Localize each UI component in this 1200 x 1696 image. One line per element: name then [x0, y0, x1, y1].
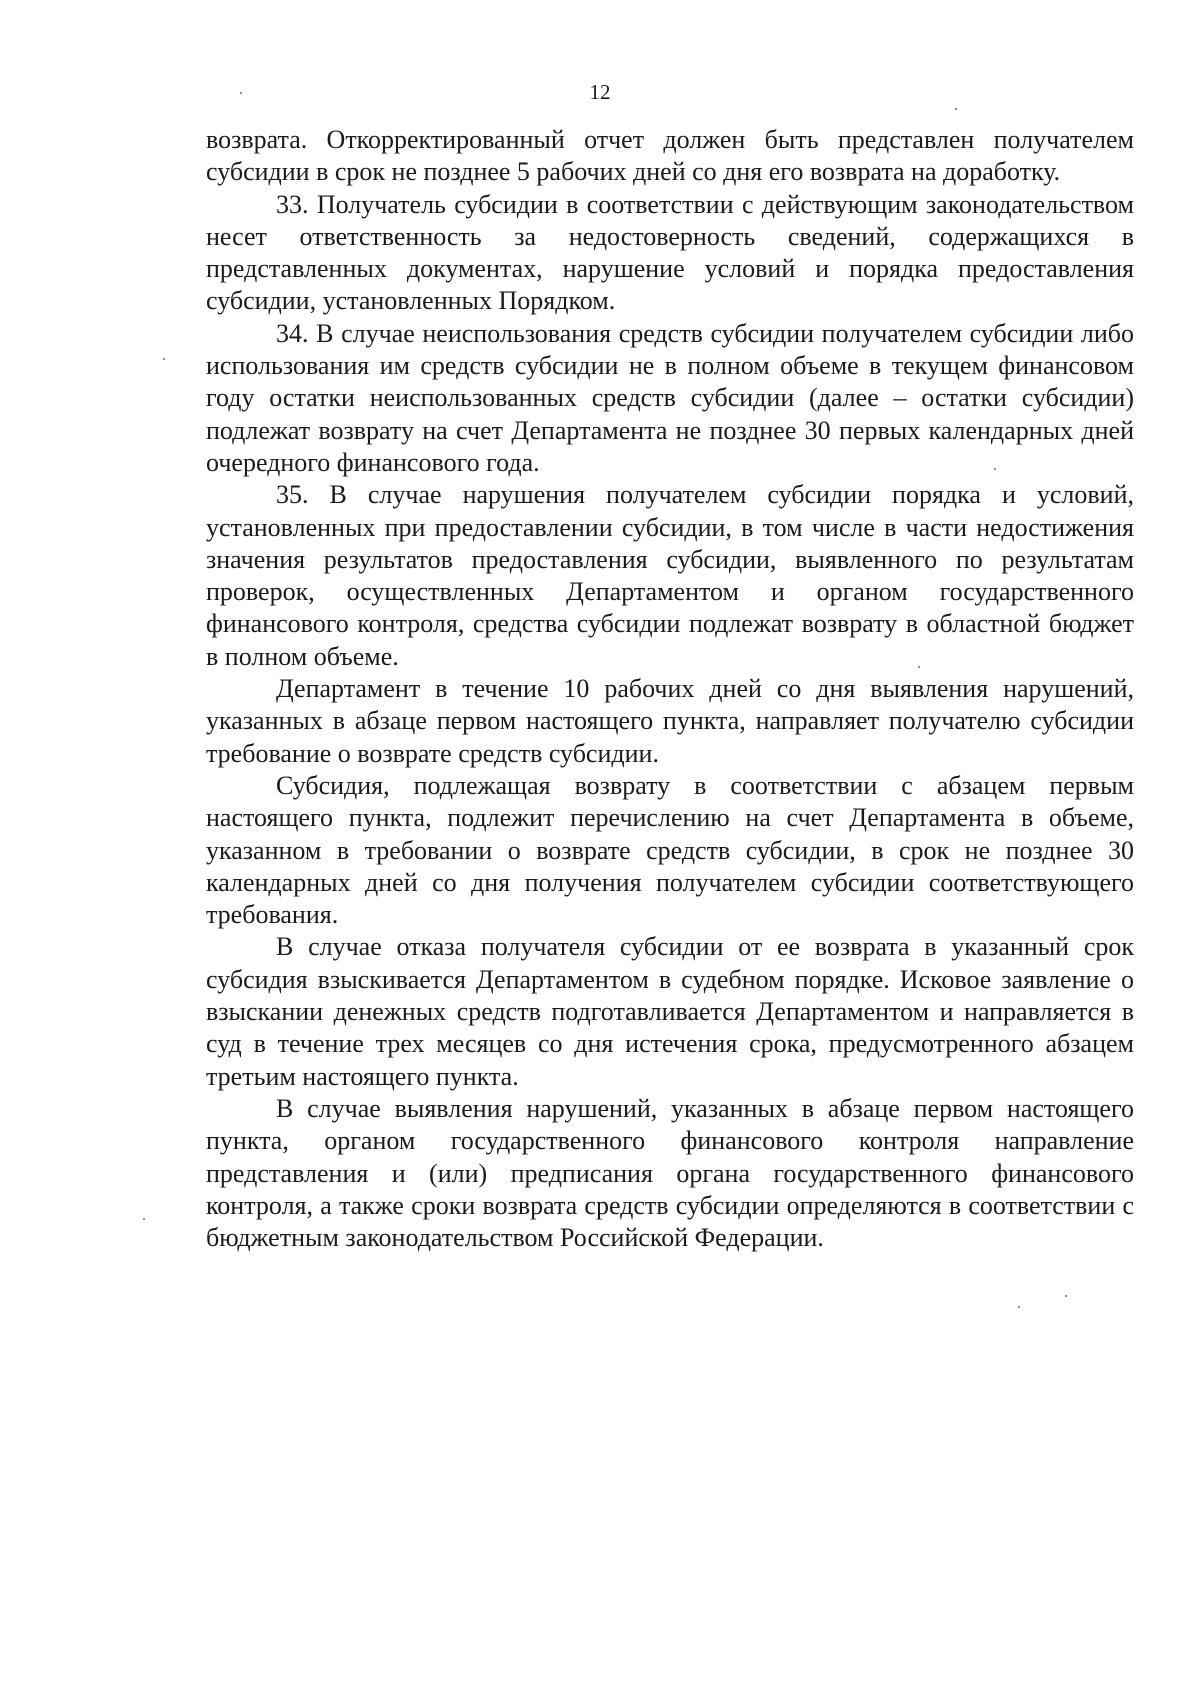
paragraph-item-35-part-5: В случае выявления нарушений, указанных в абзаце первом настоящего пункта, органом государственного финансового контроля направление представления и (или) предписания органа государственного финансового контроля, а также сроки возврата средств субсидии определяются в соответствии с бюджетным законодательством Российской Федерации. [206, 1093, 1134, 1253]
page-number: 12 [589, 80, 611, 104]
scan-speck [955, 108, 957, 110]
scan-speck [143, 1218, 145, 1220]
paragraph-item-35: 35. В случае нарушения получателем субсидии порядка и условий, установленных при предоставлении субсидии, в том числе в части недостижения значения результатов предоставления субсидии, выявленного по результатам проверок, осуществленных Департаментом и органом государственного финансового контроля, средства субсидии подлежат возврату в областной бюджет в полном объеме. [206, 480, 1134, 671]
scan-speck [1065, 1295, 1067, 1297]
paragraph-item-33: 33. Получатель субсидии в соответствии с действующим законодательством несет ответственность за недостоверность сведений, содержащихся в представленных документах, нарушение условий и порядка предоставления субсидии, установленных Порядком. [206, 189, 1134, 316]
scan-speck [163, 358, 165, 360]
document-body [206, 124, 1134, 1254]
paragraph-item-34: 34. В случае неиспользования средств субсидии получателем субсидии либо использования им средств субсидии не в полном объеме в текущем финансовом году остатки неиспользованных средств субсидии (далее – остатки субсидии) подлежат возврату на счет Департамента не позднее 30 первых календарных дней очередного финансового года. [206, 318, 1134, 477]
paragraph-item-35-part-2: Департамент в течение 10 рабочих дней со дня выявления нарушений, указанных в абзаце первом настоящего пункта, направляет получателю субсидии требование о возврате средств субсидии. [206, 674, 1134, 768]
paragraph-item-35-part-4: В случае отказа получателя субсидии от ее возврата в указанный срок субсидия взыскивается Департаментом в судебном порядке. Исковое заявление о взыскании денежных средств подготавливается Департаментом и направляется в суд в течение трех месяцев со дня истечения срока, предусмотренного абзацем третьим настоящего пункта. [206, 932, 1134, 1091]
paragraph-continuation: возврата. Откорректированный отчет должен быть представлен получателем субсидии в срок не позднее 5 рабочих дней со дня его возврата на доработку. [206, 125, 1134, 187]
scan-speck [918, 666, 920, 668]
scan-speck [240, 92, 242, 94]
scan-speck [1018, 1306, 1020, 1308]
scan-speck [994, 468, 996, 470]
paragraph-item-35-part-3: Субсидия, подлежащая возврату в соответствии с абзацем первым настоящего пункта, подлежит перечислению на счет Департамента в объеме, указанном в требовании о возврате средств субсидии, в срок не позднее 30 календарных дней со дня получения получателем субсидии соответствующего требования. [206, 770, 1134, 930]
